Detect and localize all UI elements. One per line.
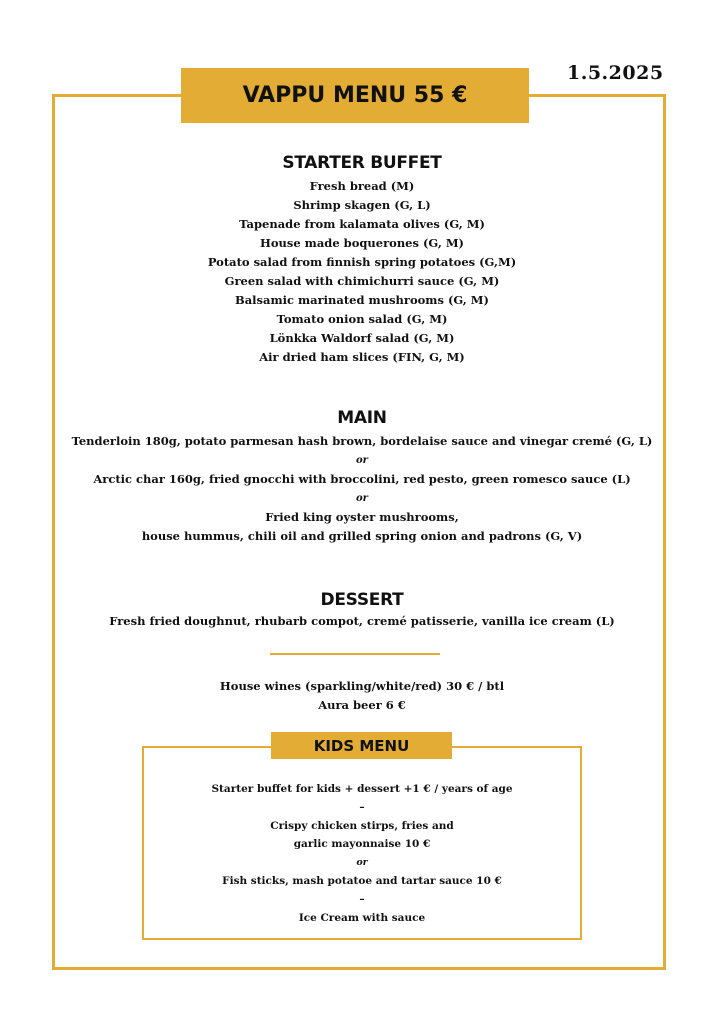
- drinks-list: [0, 677, 724, 715]
- list-item: Balsamic marinated mushrooms (G, M): [235, 293, 489, 307]
- dessert-item: Fresh fried doughnut, rhubarb compot, cremé patisserie, vanilla ice cream (L): [109, 614, 615, 628]
- list-item: Green salad with chimichurri sauce (G, M): [224, 274, 500, 288]
- or-separator: or: [356, 856, 368, 868]
- list-item: Air dried ham slices (FIN, G, M): [259, 350, 465, 364]
- list-item: House made boquerones (G, M): [259, 236, 465, 250]
- list-item: Lönkka Waldorf salad (G, M): [269, 331, 455, 345]
- list-item: Tapenade from kalamata olives (G, M): [239, 217, 485, 231]
- kids-item-3: Fish sticks, mash potatoe and tartar sauce 10 €: [222, 875, 502, 888]
- kids-menu-title: KIDS MENU: [271, 732, 452, 759]
- main-option-1: Tenderloin 180g, potato parmesan hash brown, bordelaise sauce and vinegar cremé (G, L): [71, 434, 653, 448]
- starter-list: [0, 177, 724, 367]
- menu-date: 1.5.2025: [567, 62, 664, 84]
- dash-separator: –: [359, 893, 365, 906]
- starter-title: STARTER BUFFET: [282, 153, 442, 173]
- or-separator: or: [356, 455, 368, 466]
- menu-title-banner: [181, 68, 529, 123]
- list-item: Shrimp skagen (G, L): [293, 198, 431, 212]
- or-separator: or: [356, 493, 368, 504]
- dessert-list: [0, 612, 724, 631]
- kids-item-2-line-1: Crispy chicken stirps, fries and: [270, 819, 454, 832]
- main-list: [0, 432, 724, 546]
- dessert-title: DESSERT: [320, 590, 404, 610]
- divider: [270, 653, 440, 655]
- kids-item-1: Starter buffet for kids + dessert +1 € / years of age: [211, 783, 513, 795]
- beer: Aura beer 6 €: [318, 698, 406, 712]
- kids-menu-list: [142, 780, 582, 927]
- house-wines: House wines (sparkling/white/red) 30 € / btl: [219, 679, 505, 693]
- main-option-3-line-2: house hummus, chili oil and grilled spring onion and padrons (G, V): [141, 529, 583, 543]
- main-option-2: Arctic char 160g, fried gnocchi with broccolini, red pesto, green romesco sauce (L): [93, 472, 631, 486]
- dash-separator: –: [359, 801, 365, 814]
- list-item: Fresh bread (M): [309, 179, 415, 193]
- main-option-3-line-1: Fried king oyster mushrooms,: [265, 510, 459, 524]
- kids-item-4: Ice Cream with sauce: [298, 911, 426, 924]
- list-item: Potato salad from finnish spring potatoes (G,M): [207, 255, 517, 269]
- list-item: Tomato onion salad (G, M): [276, 312, 448, 326]
- kids-item-2-line-2: garlic mayonnaise 10 €: [293, 838, 431, 851]
- main-title: MAIN: [337, 408, 387, 428]
- menu-title: VAPPU MENU 55 €: [242, 83, 468, 108]
